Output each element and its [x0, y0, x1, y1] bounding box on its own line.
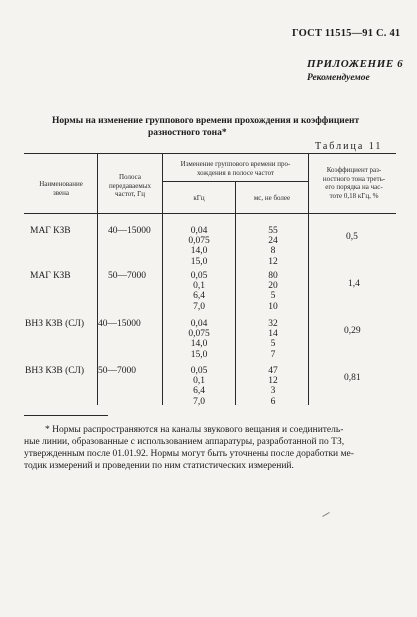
appendix-title: ПРИЛОЖЕНИЕ 6 [307, 58, 404, 70]
page-header-standard: ГОСТ 11515—91 С. 41 [292, 28, 401, 39]
row-2-channel: МАГ КЗВ [30, 271, 71, 281]
row-1-coef: 0,5 [346, 232, 358, 242]
table-label: Таблица 11 [315, 141, 383, 152]
col-header-band: Полоса передаваемых частот, Гц [108, 173, 152, 198]
row-1-ms-values: 55 24 8 12 [268, 226, 278, 267]
col-divider-2 [162, 153, 163, 405]
table-heading-line-2: разностного тона* [148, 128, 227, 138]
row-2-ms-values: 80 20 5 10 [268, 271, 278, 312]
footnote-line-1: * Нормы распространяются на каналы звукового вещания и соединитель- [45, 425, 344, 435]
row-4-ms-values: 47 12 3 6 [268, 366, 278, 407]
col-header-channel: Наименование звена [39, 180, 83, 197]
footnote-line-4: тодик измерений и проведении по ним статистических измерений. [24, 461, 294, 471]
header-bottom-rule [24, 213, 396, 214]
col-header-khz: кГц [193, 194, 205, 202]
row-3-band: 40—15000 [98, 319, 141, 329]
col-divider-3 [235, 181, 236, 405]
row-2-coef: 1,4 [348, 279, 360, 289]
table-top-rule [24, 153, 396, 154]
row-1-khz-values: 0,04 0,075 14,0 15,0 [188, 226, 210, 267]
footnote-rule [24, 415, 108, 416]
col-header-delay-group: Изменение группового времени про- хождения в полосе частот [180, 160, 291, 177]
appendix-status: Рекомендуемое [307, 73, 370, 83]
row-3-channel: ВНЗ КЗВ (СЛ) [25, 319, 85, 329]
row-4-coef: 0,81 [344, 373, 361, 383]
row-2-khz-values: 0,05 0,1 6,4 7,0 [190, 271, 208, 312]
row-4-channel: ВНЗ КЗВ (СЛ) [25, 366, 85, 376]
row-3-coef: 0,29 [344, 326, 361, 336]
row-1-band: 40—15000 [108, 226, 151, 236]
table-heading-line-1: Нормы на изменение группового времени прохождения и коэффициент [52, 116, 360, 126]
scan-mark [322, 512, 329, 517]
footnote-line-2: ные линии, образованные с использованием аппаратуры, разработанной по ТЗ, [24, 437, 345, 447]
footnote-line-3: утвержденным после 01.01.92. Нормы могут быть уточнены после доработки ме- [24, 449, 354, 459]
col-header-coef: Коэффициент раз- ностного тона треть- его порядка на час- тоте 0,18 кГц, % [322, 166, 386, 200]
row-3-khz-values: 0,04 0,075 14,0 15,0 [188, 319, 210, 360]
col-header-ms: мс, не более [253, 194, 291, 202]
row-3-ms-values: 32 14 5 7 [268, 319, 278, 360]
row-4-khz-values: 0,05 0,1 6,4 7,0 [190, 366, 208, 407]
row-4-band: 50—7000 [98, 366, 136, 376]
row-2-band: 50—7000 [108, 271, 146, 281]
row-1-channel: МАГ КЗВ [30, 226, 71, 236]
